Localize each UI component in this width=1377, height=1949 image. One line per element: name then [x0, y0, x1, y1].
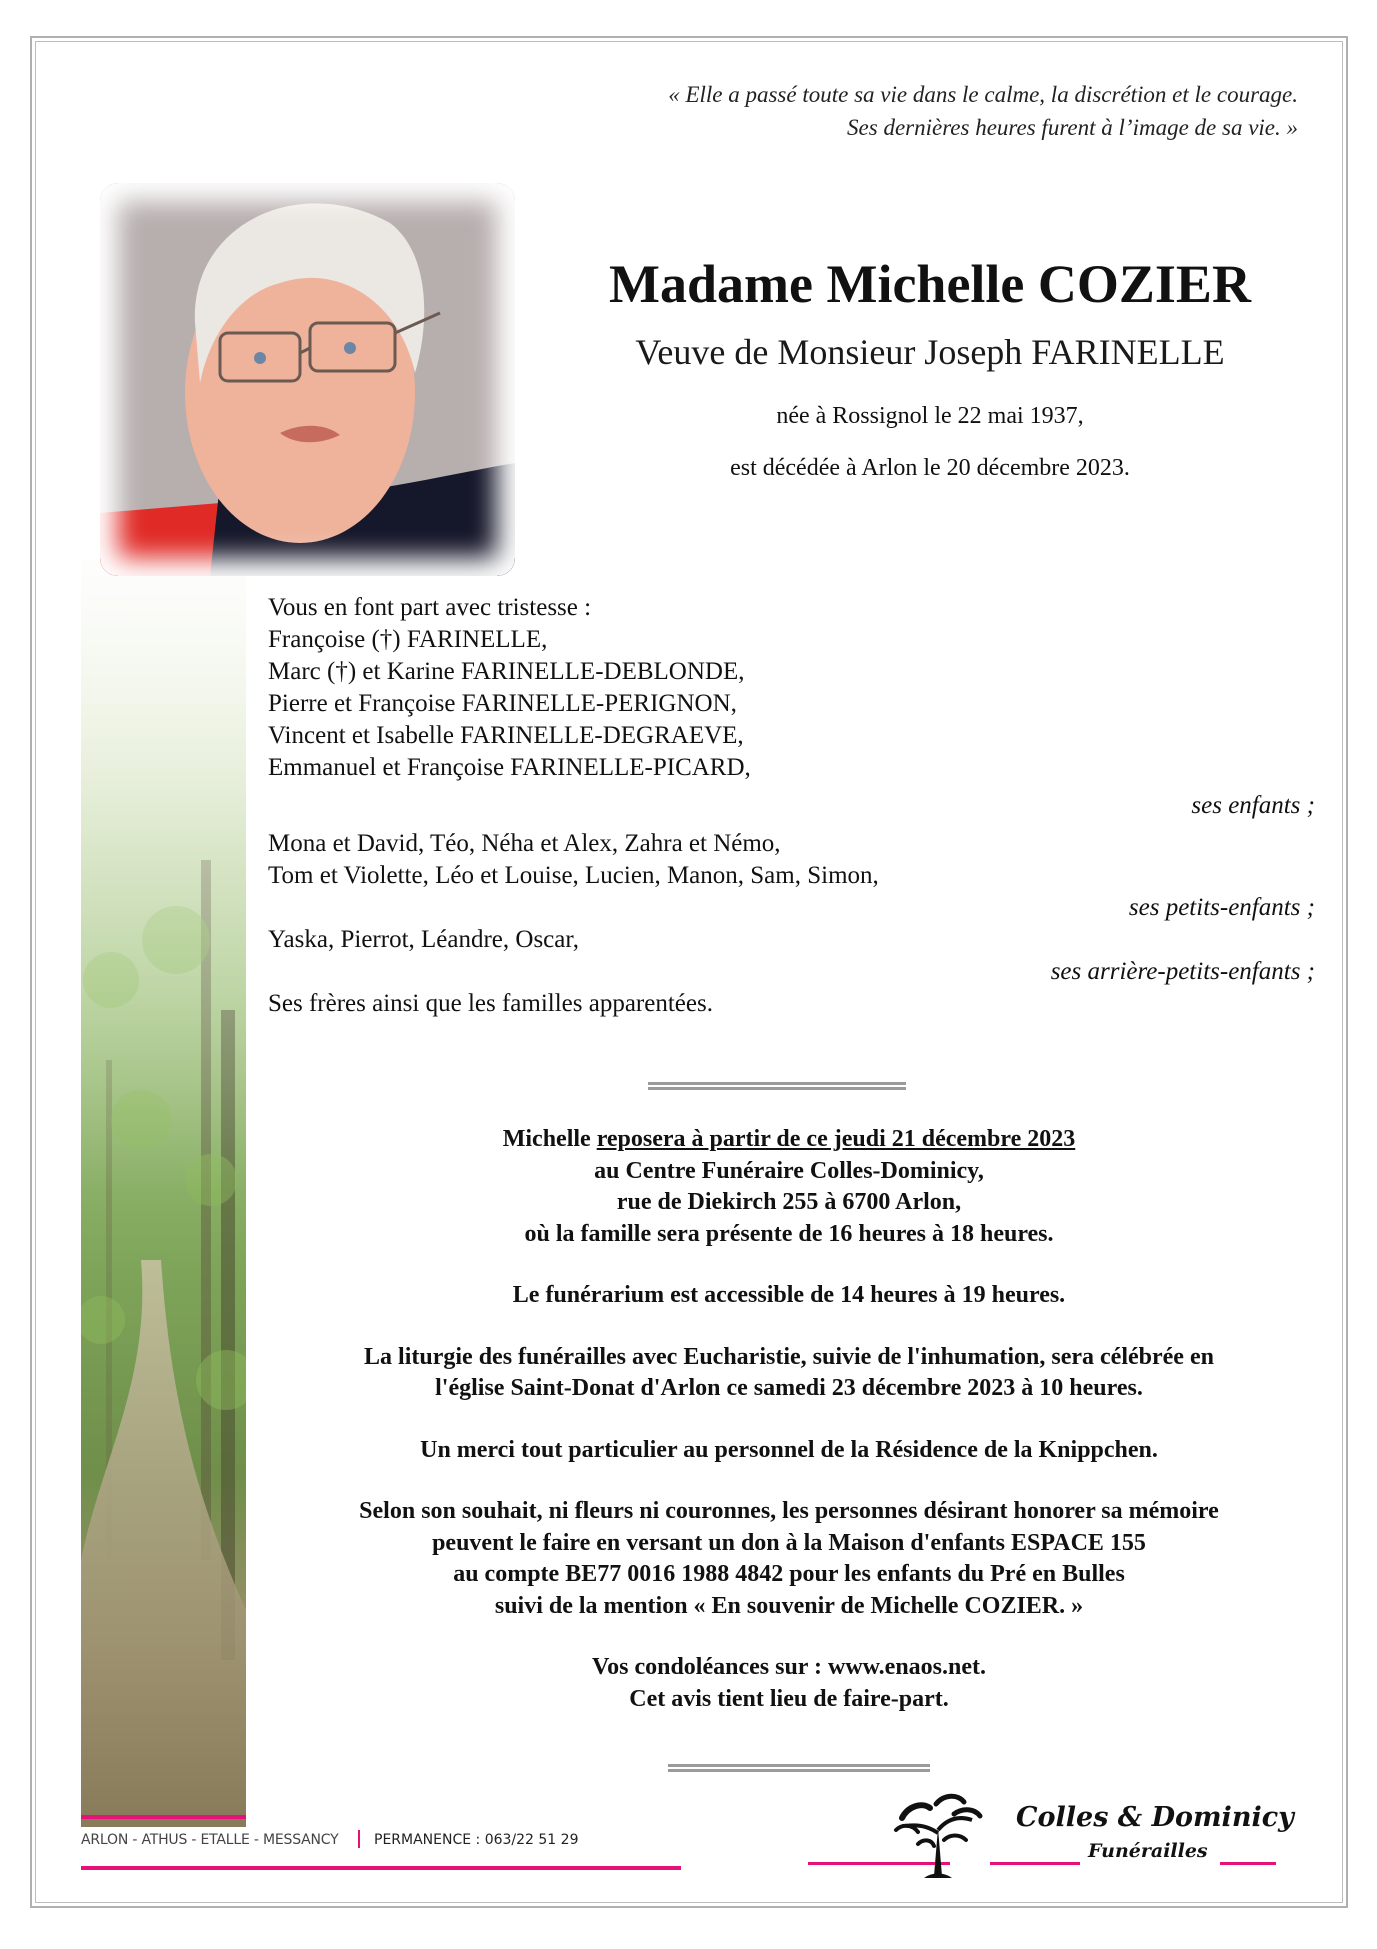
- funeral-info: [262, 1124, 1316, 1745]
- logo-subtitle: Funérailles: [1088, 1840, 1208, 1862]
- condolences-link[interactable]: Vos condoléances sur : www.enaos.net.: [591, 1654, 987, 1680]
- access-hours: Le funérarium est accessible de 14 heures à 19 heures.: [512, 1282, 1066, 1308]
- divider: [648, 1082, 906, 1090]
- rest-place: au Centre Funéraire Colles-Dominicy,: [594, 1157, 984, 1184]
- condolences-paragraph: [262, 1652, 1316, 1715]
- liturgy-line-1: La liturgie des funérailles avec Eucharistie, suivie de l'inhumation, sera célébrée en: [364, 1343, 1214, 1370]
- notice-text: Cet avis tient lieu de faire-part.: [629, 1685, 949, 1712]
- birth-info: née à Rossignol le 22 mai 1937,: [776, 403, 1084, 429]
- forest-path-photo: [81, 560, 246, 1827]
- thanks: Un merci tout particulier au personnel de la Résidence de la Knippchen.: [420, 1436, 1158, 1463]
- child-line: Emmanuel et Françoise FARINELLE-PICARD,: [268, 754, 751, 781]
- great-grandchild-line: Yaska, Pierrot, Léandre, Oscar,: [268, 926, 579, 953]
- child-line: Pierre et Françoise FARINELLE-PERIGNON,: [268, 690, 737, 717]
- widow-of: Veuve de Monsieur Joseph FARINELLE: [635, 332, 1225, 372]
- logo-accent-line: [990, 1862, 1080, 1865]
- portrait-photo: [100, 183, 515, 576]
- family-closing: Ses frères ainsi que les familles apparentées.: [268, 990, 713, 1017]
- quote-line-1: « Elle a passé toute sa vie dans le calme, la discrétion et le courage.: [668, 82, 1298, 107]
- tree-icon: [888, 1788, 988, 1878]
- footer-cities: ARLON - ATHUS - ETALLE - MESSANCY: [81, 1832, 339, 1848]
- death-info: est décédée à Arlon le 20 décembre 2023.: [730, 455, 1130, 481]
- quote-line-2: Ses dernières heures furent à l’image de sa vie. »: [847, 115, 1298, 140]
- rest-prefix: Michelle: [502, 1126, 597, 1152]
- donation-line-4: suivi de la mention « En souvenir de Michelle COZIER. »: [494, 1592, 1084, 1619]
- family-intro: Vous en font part avec tristesse :: [268, 594, 592, 621]
- liturgy-paragraph: [262, 1342, 1316, 1405]
- children-label: ses enfants ;: [1191, 792, 1315, 819]
- forest-accent-line: [81, 1815, 246, 1819]
- divider: [668, 1764, 930, 1772]
- family-announcement: [268, 592, 1315, 1020]
- grandchildren-label: ses petits-enfants ;: [1128, 894, 1315, 921]
- rest-date: reposera à partir de ce jeudi 21 décembre 2023: [596, 1126, 1076, 1152]
- logo-accent-line: [1220, 1862, 1276, 1865]
- donation-line-3: au compte BE77 0016 1988 4842 pour les enfants du Pré en Bulles: [453, 1561, 1125, 1587]
- donation-paragraph: [262, 1496, 1316, 1622]
- logo-brand-name: Colles & Dominicy: [1016, 1802, 1294, 1833]
- grandchild-line: Mona et David, Téo, Néha et Alex, Zahra et Némo,: [268, 830, 781, 857]
- grandchild-line: Tom et Violette, Léo et Louise, Lucien, Manon, Sam, Simon,: [268, 862, 879, 889]
- epigraph-quote: [668, 78, 1298, 144]
- funeral-home-logo: [888, 1788, 1294, 1878]
- rest-paragraph: [262, 1124, 1316, 1250]
- deceased-name: Madame Michelle COZIER: [609, 254, 1251, 314]
- great-grandchildren-label: ses arrière-petits-enfants ;: [1050, 958, 1315, 985]
- liturgy-line-2: l'église Saint-Donat d'Arlon ce samedi 23 décembre 2023 à 10 heures.: [435, 1375, 1143, 1401]
- rest-address: rue de Diekirch 255 à 6700 Arlon,: [616, 1189, 962, 1215]
- child-line: Vincent et Isabelle FARINELLE-DEGRAEVE,: [268, 722, 744, 749]
- child-line: Françoise (†) FARINELLE,: [268, 626, 548, 653]
- footer-separator: [358, 1830, 360, 1848]
- donation-line-2: peuvent le faire en versant un don à la Maison d'enfants ESPACE 155: [432, 1529, 1146, 1556]
- rest-family-hours: où la famille sera présente de 16 heures à 18 heures.: [524, 1220, 1054, 1247]
- donation-line-1: Selon son souhait, ni fleurs ni couronnes, les personnes désirant honorer sa mémoire: [359, 1498, 1219, 1524]
- footer-accent-line: [81, 1866, 681, 1870]
- child-line: Marc (†) et Karine FARINELLE-DEBLONDE,: [268, 658, 745, 685]
- footer-permanence: PERMANENCE : 063/22 51 29: [374, 1832, 579, 1848]
